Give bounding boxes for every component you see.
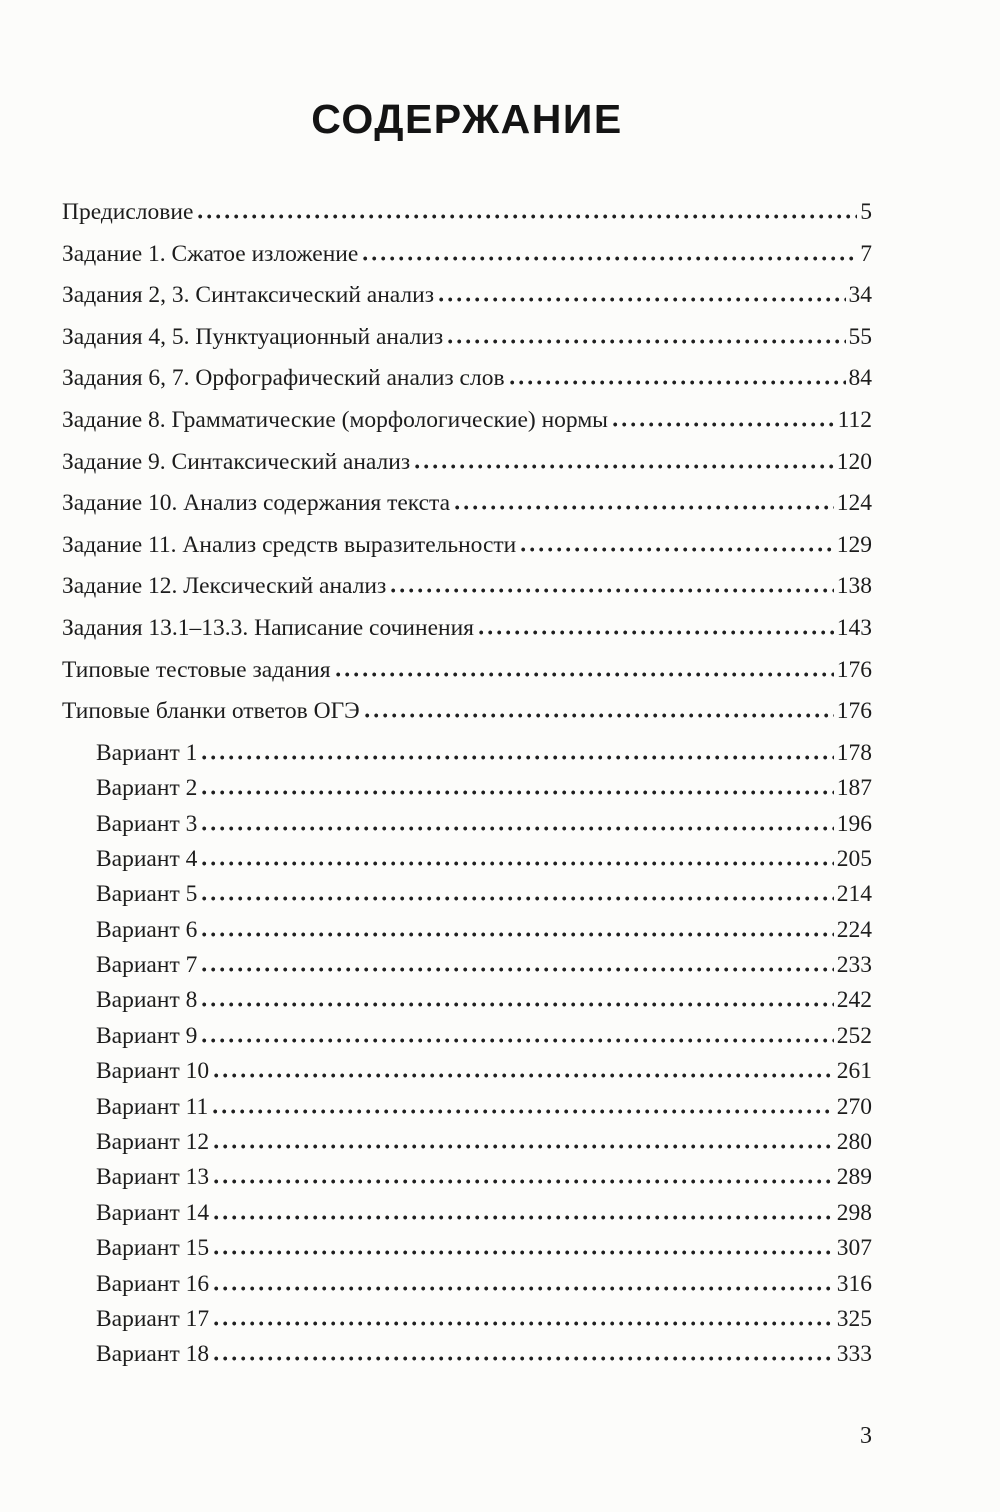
- toc-leader-dots: [214, 1356, 834, 1361]
- toc-entry-label: Вариант 16: [96, 1270, 210, 1297]
- toc-entry-page: 307: [836, 1235, 872, 1262]
- toc-leader-dots: [214, 1073, 834, 1078]
- toc-entry-label: Задание 9. Синтаксический анализ: [62, 448, 411, 475]
- toc-entry-page: 112: [837, 406, 872, 433]
- toc-entry: [62, 573, 872, 615]
- toc-leader-dots: [214, 1144, 834, 1149]
- toc-entry: [62, 775, 872, 810]
- toc-entry-page: 252: [836, 1022, 872, 1049]
- toc-entry-label: Задание 1. Сжатое изложение: [62, 240, 359, 267]
- toc-entry: [62, 740, 872, 775]
- toc-leader-dots: [202, 932, 833, 937]
- toc-entry-label: Задание 11. Анализ средств выразительности: [62, 531, 517, 558]
- toc-entry-label: Вариант 2: [96, 775, 198, 802]
- toc-entry-page: 187: [836, 775, 872, 802]
- toc-entry: [62, 1058, 872, 1093]
- toc-entry-page: 84: [848, 365, 872, 392]
- toc-entry-page: 143: [836, 614, 872, 641]
- toc-entry-label: Задание 8. Грамматические (морфологические) нормы: [62, 406, 608, 433]
- toc-leader-dots: [336, 672, 834, 677]
- toc-leader-dots: [415, 464, 834, 469]
- toc-entry: [62, 881, 872, 916]
- toc-leader-dots: [365, 713, 834, 718]
- toc-entry: [62, 615, 872, 657]
- toc-entry-page: 224: [836, 916, 872, 943]
- toc-entry: [62, 324, 872, 366]
- toc-entry: [62, 1306, 872, 1341]
- toc-entry: [62, 987, 872, 1022]
- toc-entry-page: 124: [836, 490, 872, 517]
- toc-entry-label: Предисловие: [62, 199, 194, 225]
- toc-entry-label: Типовые тестовые задания: [62, 656, 331, 683]
- toc-entry-label: Задание 12. Лексический анализ: [62, 573, 387, 600]
- toc-entry-label: Вариант 8: [96, 987, 198, 1014]
- toc-entry-label: Вариант 9: [96, 1022, 198, 1049]
- toc-entry: [62, 365, 872, 407]
- toc-entry: [62, 1200, 872, 1235]
- toc-entry: [62, 407, 872, 449]
- toc-entry-page: 55: [848, 323, 872, 350]
- toc-entry-page: 176: [836, 656, 872, 683]
- toc-entry-label: Вариант 13: [96, 1164, 210, 1191]
- toc-entry: [62, 1235, 872, 1270]
- toc-leader-dots: [202, 1002, 833, 1007]
- toc-entry-label: Вариант 14: [96, 1199, 210, 1226]
- toc-leader-dots: [214, 1250, 834, 1255]
- toc-entry: [62, 1129, 872, 1164]
- toc-entry-page: 7: [860, 240, 872, 267]
- toc-entry: [62, 199, 872, 241]
- toc-entry-label: Задания 2, 3. Синтаксический анализ: [62, 282, 435, 309]
- toc-entry: [62, 811, 872, 846]
- toc-entry: [62, 1023, 872, 1058]
- toc-leader-dots: [214, 1286, 834, 1291]
- toc-entry-label: Задания 13.1–13.3. Написание сочинения: [62, 614, 474, 641]
- toc-entry-page: 120: [836, 448, 872, 475]
- toc-entry-label: Вариант 4: [96, 845, 198, 872]
- toc-entry-label: Вариант 18: [96, 1341, 210, 1368]
- toc-entry-label: Вариант 12: [96, 1129, 210, 1156]
- toc-entry-page: 333: [836, 1341, 872, 1368]
- toc-entry-page: 205: [836, 845, 872, 872]
- toc-leader-dots: [202, 790, 833, 795]
- toc-leader-dots: [214, 1215, 834, 1220]
- toc-entry-page: 233: [836, 952, 872, 979]
- toc-entry: [62, 449, 872, 491]
- toc-entry-page: 196: [836, 810, 872, 837]
- toc-leader-dots: [521, 547, 833, 552]
- toc-entry: [62, 952, 872, 987]
- toc-entry: [62, 1341, 872, 1376]
- toc-entry-label: Вариант 15: [96, 1235, 210, 1262]
- toc-entry: [62, 1164, 872, 1199]
- toc-leader-dots: [202, 861, 833, 866]
- toc-leader-dots: [202, 1038, 833, 1043]
- page-title: СОДЕРЖАНИЕ: [311, 96, 623, 142]
- toc-entry-page: 178: [836, 739, 872, 766]
- toc-leader-dots: [202, 826, 833, 831]
- toc-entry-page: 270: [836, 1093, 872, 1120]
- toc-leader-dots: [439, 297, 845, 302]
- toc-leader-dots: [391, 588, 833, 593]
- toc-entry: [62, 1271, 872, 1306]
- toc-entry: [62, 698, 872, 740]
- toc-leader-dots: [202, 896, 833, 901]
- toc-leader-dots: [202, 755, 833, 760]
- toc-entry-label: Задания 6, 7. Орфографический анализ слов: [62, 365, 505, 392]
- toc-leader-dots: [479, 630, 834, 635]
- toc-leader-dots: [198, 214, 857, 219]
- toc-leader-dots: [613, 422, 835, 427]
- toc-entry: [62, 532, 872, 574]
- toc-entry: [62, 490, 872, 532]
- toc-leader-dots: [213, 1109, 834, 1114]
- toc-entry-label: Вариант 7: [96, 952, 198, 979]
- toc-entry: [62, 1094, 872, 1129]
- toc-leader-dots: [214, 1321, 834, 1326]
- toc-entry-label: Вариант 3: [96, 810, 198, 837]
- toc-entry: [62, 282, 872, 324]
- toc-entry-page: 34: [848, 282, 872, 309]
- toc-entry-label: Вариант 6: [96, 916, 198, 943]
- toc-leader-dots: [448, 339, 845, 344]
- toc-entry-label: Типовые бланки ответов ОГЭ: [62, 698, 360, 725]
- toc-entry: [62, 846, 872, 881]
- toc-leader-dots: [363, 256, 857, 261]
- toc-entry-page: 261: [836, 1058, 872, 1085]
- folio-page-number: 3: [860, 1423, 872, 1449]
- toc-entry-page: 129: [836, 531, 872, 558]
- toc-leader-dots: [510, 380, 846, 385]
- toc-leader-dots: [455, 505, 834, 510]
- toc-entry: [62, 241, 872, 283]
- toc-leader-dots: [214, 1179, 834, 1184]
- toc-list: [62, 199, 872, 1377]
- toc-entry-page: 138: [836, 573, 872, 600]
- toc-entry: [62, 657, 872, 699]
- toc-entry-label: Задание 10. Анализ содержания текста: [62, 490, 451, 517]
- toc-entry-page: 298: [836, 1199, 872, 1226]
- toc-entry: [62, 917, 872, 952]
- toc-entry-label: Вариант 10: [96, 1058, 210, 1085]
- toc-entry-label: Вариант 1: [96, 739, 198, 766]
- toc-entry-page: 5: [860, 199, 872, 225]
- toc-entry-label: Задания 4, 5. Пунктуационный анализ: [62, 323, 444, 350]
- toc-entry-page: 289: [836, 1164, 872, 1191]
- toc-entry-page: 176: [836, 698, 872, 725]
- toc-entry-page: 325: [836, 1305, 872, 1332]
- toc-entry-page: 214: [836, 881, 872, 908]
- toc-entry-page: 316: [836, 1270, 872, 1297]
- toc-entry-label: Вариант 17: [96, 1305, 210, 1332]
- toc-entry-page: 280: [836, 1129, 872, 1156]
- toc-entry-label: Вариант 11: [96, 1093, 209, 1120]
- toc-leader-dots: [202, 967, 833, 972]
- toc-entry-label: Вариант 5: [96, 881, 198, 908]
- toc-entry-page: 242: [836, 987, 872, 1014]
